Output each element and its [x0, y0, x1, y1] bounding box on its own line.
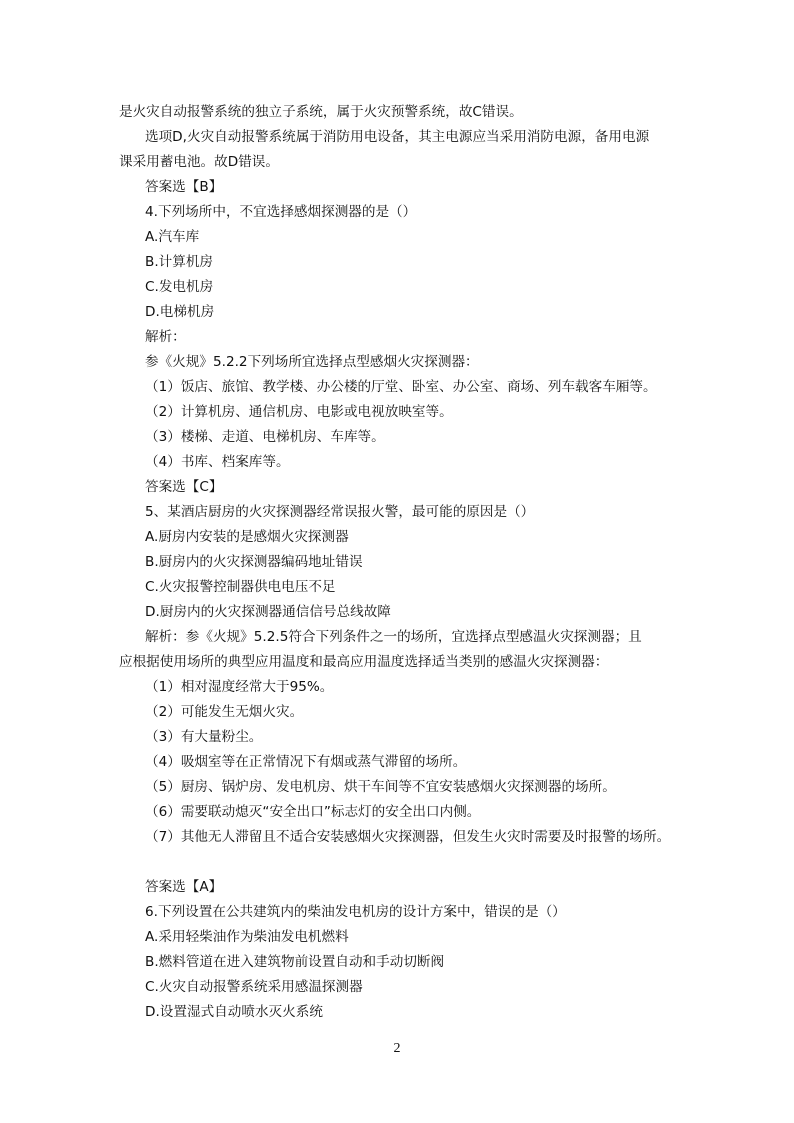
list-item: （1）饭店、旅馆、教学楼、办公楼的厅堂、卧室、办公室、商场、列车载客车厢等。 [145, 379, 657, 395]
list-item: （5）厨房、锅炉房、发电机房、烘干车间等不宜安装感烟火灾探测器的场所。 [145, 779, 616, 795]
option-b: B.燃料管道在进入建筑物前设置自动和手动切断阀 [145, 954, 445, 970]
option-b: B.计算机房 [145, 254, 214, 270]
question-5: 5、某酒店厨房的火灾探测器经常误报火警，最可能的原因是（） [145, 504, 535, 520]
page-number: 2 [393, 1041, 401, 1056]
answer-line: 答案选【B】 [145, 179, 223, 195]
list-item: （7）其他无人滞留且不适合安装感烟火灾探测器，但发生火灾时需要及时报警的场所。 [145, 829, 671, 845]
option-d: D.厨房内的火灾探测器通信信号总线故障 [145, 604, 391, 620]
list-item: （2）计算机房、通信机房、电影或电视放映室等。 [145, 404, 453, 420]
list-item: （2）可能发生无烟火灾。 [145, 704, 304, 720]
list-item: （1）相对湿度经常大于95%。 [145, 679, 334, 695]
option-b: B.厨房内的火灾探测器编码地址错误 [145, 554, 363, 570]
question-4: 4.下列场所中，不宜选择感烟探测器的是（） [145, 204, 417, 220]
answer-line: 答案选【A】 [145, 879, 223, 895]
list-item: （4）吸烟室等在正常情况下有烟或蒸气滞留的场所。 [145, 754, 467, 770]
paragraph-line: 选项D,火灾自动报警系统属于消防用电设备，其主电源应当采用消防电源，备用电源 [145, 129, 650, 145]
option-c: C.火灾报警控制器供电电压不足 [145, 579, 336, 595]
list-item: （3）有大量粉尘。 [145, 729, 263, 745]
analysis-intro: 参《火规》5.2.2下列场所宜选择点型感烟火灾探测器： [145, 354, 479, 370]
analysis-line: 解析：参《火规》5.2.5符合下列条件之一的场所，宜选择点型感温火灾探测器；且 [145, 629, 642, 645]
option-c: C.发电机房 [145, 279, 214, 295]
answer-line: 答案选【C】 [145, 479, 223, 495]
blank-line [119, 850, 679, 875]
option-a: A.厨房内安装的是感烟火灾探测器 [145, 529, 349, 545]
document-body [119, 100, 679, 1025]
option-c: C.火灾自动报警系统采用感温探测器 [145, 979, 363, 995]
option-d: D.电梯机房 [145, 304, 215, 320]
option-a: A.采用轻柴油作为柴油发电机燃料 [145, 929, 349, 945]
analysis-label: 解析： [145, 329, 186, 345]
question-6: 6.下列设置在公共建筑内的柴油发电机房的设计方案中，错误的是（） [145, 904, 566, 920]
option-d: D.设置湿式自动喷水灭火系统 [145, 1004, 323, 1020]
paragraph-line: 是火灾自动报警系统的独立子系统，属于火灾预警系统，故C错误。 [119, 104, 523, 120]
list-item: （6）需要联动熄灭“安全出口”标志灯的安全出口内侧。 [145, 804, 481, 820]
analysis-line: 应根据使用场所的典型应用温度和最高应用温度选择适当类别的感温火灾探测器： [119, 654, 609, 670]
option-a: A.汽车库 [145, 229, 200, 245]
list-item: （4）书库、档案库等。 [145, 454, 290, 470]
list-item: （3）楼梯、走道、电梯机房、车库等。 [145, 429, 385, 445]
paragraph-line: 课采用蓄电池。故D错误。 [119, 154, 279, 170]
